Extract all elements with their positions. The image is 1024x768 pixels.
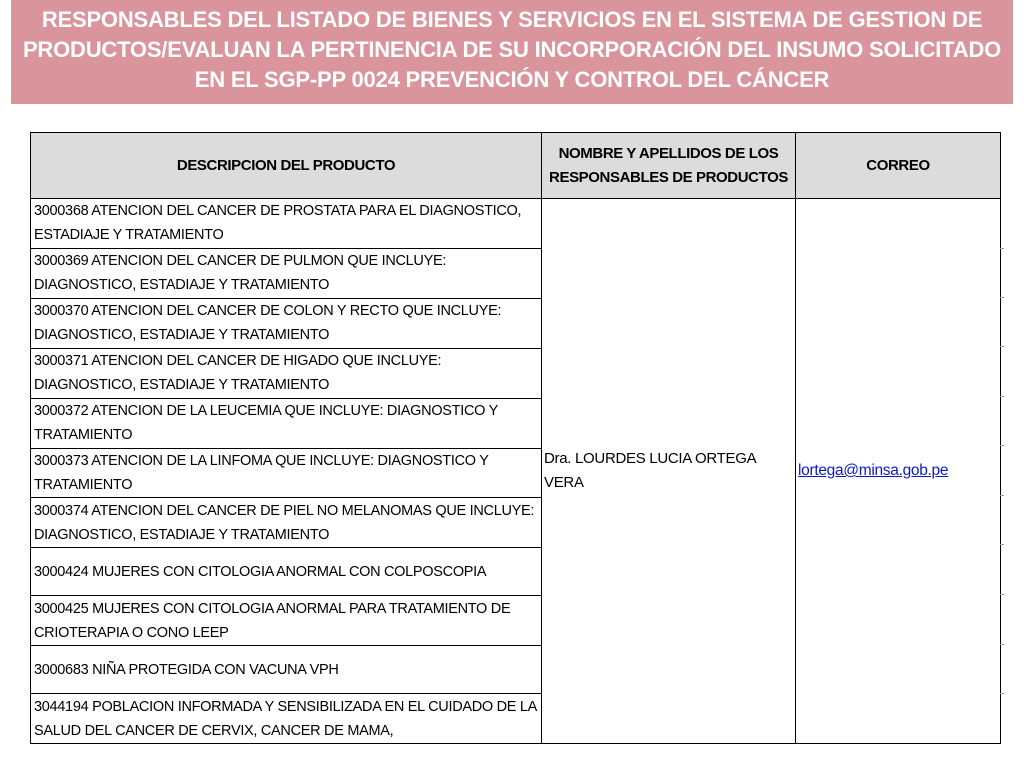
product-description: 3000374 ATENCION DEL CANCER DE PIEL NO MELANOMAS QUE INCLUYE: DIAGNOSTICO, ESTADIAJE Y TRATAMIENTO — [31, 498, 542, 548]
product-description: 3000368 ATENCION DEL CANCER DE PROSTATA PARA EL DIAGNOSTICO, ESTADIAJE Y TRATAMIENTO — [31, 199, 542, 249]
email-link[interactable]: lortega@minsa.gob.pe — [798, 462, 949, 479]
responsible-name: Dra. LOURDES LUCIA ORTEGA VERA — [542, 199, 796, 744]
product-description: 3000371 ATENCION DEL CANCER DE HIGADO QUE INCLUYE: DIAGNOSTICO, ESTADIAJE Y TRATAMIENTO — [31, 348, 542, 398]
gridline-tick — [1000, 693, 1004, 694]
product-description: 3000683 NIÑA PROTEGIDA CON VACUNA VPH — [31, 646, 542, 694]
column-header-description: DESCRIPCION DEL PRODUCTO — [31, 133, 542, 199]
gridline-tick — [1000, 346, 1004, 347]
gridline-tick — [1000, 445, 1004, 446]
product-description: 3000424 MUJERES CON CITOLOGIA ANORMAL CON COLPOSCOPIA — [31, 548, 542, 596]
slide-title: RESPONSABLES DEL LISTADO DE BIENES Y SERVICIOS EN EL SISTEMA DE GESTION DE PRODUCTOS/EVALUAN LA PERTINENCIA DE SU INCORPORACIÓN DEL INSUMO SOLICITADO EN EL SGP-PP 0024 PREVENCIÓN Y CONTROL DEL CÁNCER — [11, 0, 1013, 104]
gridline-tick — [1000, 297, 1004, 298]
product-description: 3000369 ATENCION DEL CANCER DE PULMON QUE INCLUYE: DIAGNOSTICO, ESTADIAJE Y TRATAMIENTO — [31, 248, 542, 298]
gridline-tick — [1000, 495, 1004, 496]
product-description: 3000370 ATENCION DEL CANCER DE COLON Y RECTO QUE INCLUYE: DIAGNOSTICO, ESTADIAJE Y TRATAMIENTO — [31, 298, 542, 348]
gridline-tick — [1000, 248, 1004, 249]
gridline-tick — [1000, 644, 1004, 645]
products-table — [30, 132, 1001, 744]
product-description: 3000372 ATENCION DE LA LEUCEMIA QUE INCLUYE: DIAGNOSTICO Y TRATAMIENTO — [31, 398, 542, 448]
table-row — [31, 199, 1001, 249]
gridline-tick — [1000, 544, 1004, 545]
column-header-responsible: NOMBRE Y APELLIDOS DE LOS RESPONSABLES DE PRODUCTOS — [542, 133, 796, 199]
product-description: 3000425 MUJERES CON CITOLOGIA ANORMAL PARA TRATAMIENTO DE CRIOTERAPIA O CONO LEEP — [31, 596, 542, 646]
gridline-tick — [1000, 396, 1004, 397]
gridline-tick — [1000, 594, 1004, 595]
email-cell — [796, 199, 1001, 744]
product-description: 3044194 POBLACION INFORMADA Y SENSIBILIZADA EN EL CUIDADO DE LA SALUD DEL CANCER DE CERVIX, CANCER DE MAMA, — [31, 694, 542, 744]
column-header-email: CORREO — [796, 133, 1001, 199]
table-header-row — [31, 133, 1001, 199]
product-description: 3000373 ATENCION DE LA LINFOMA QUE INCLUYE: DIAGNOSTICO Y TRATAMIENTO — [31, 448, 542, 498]
